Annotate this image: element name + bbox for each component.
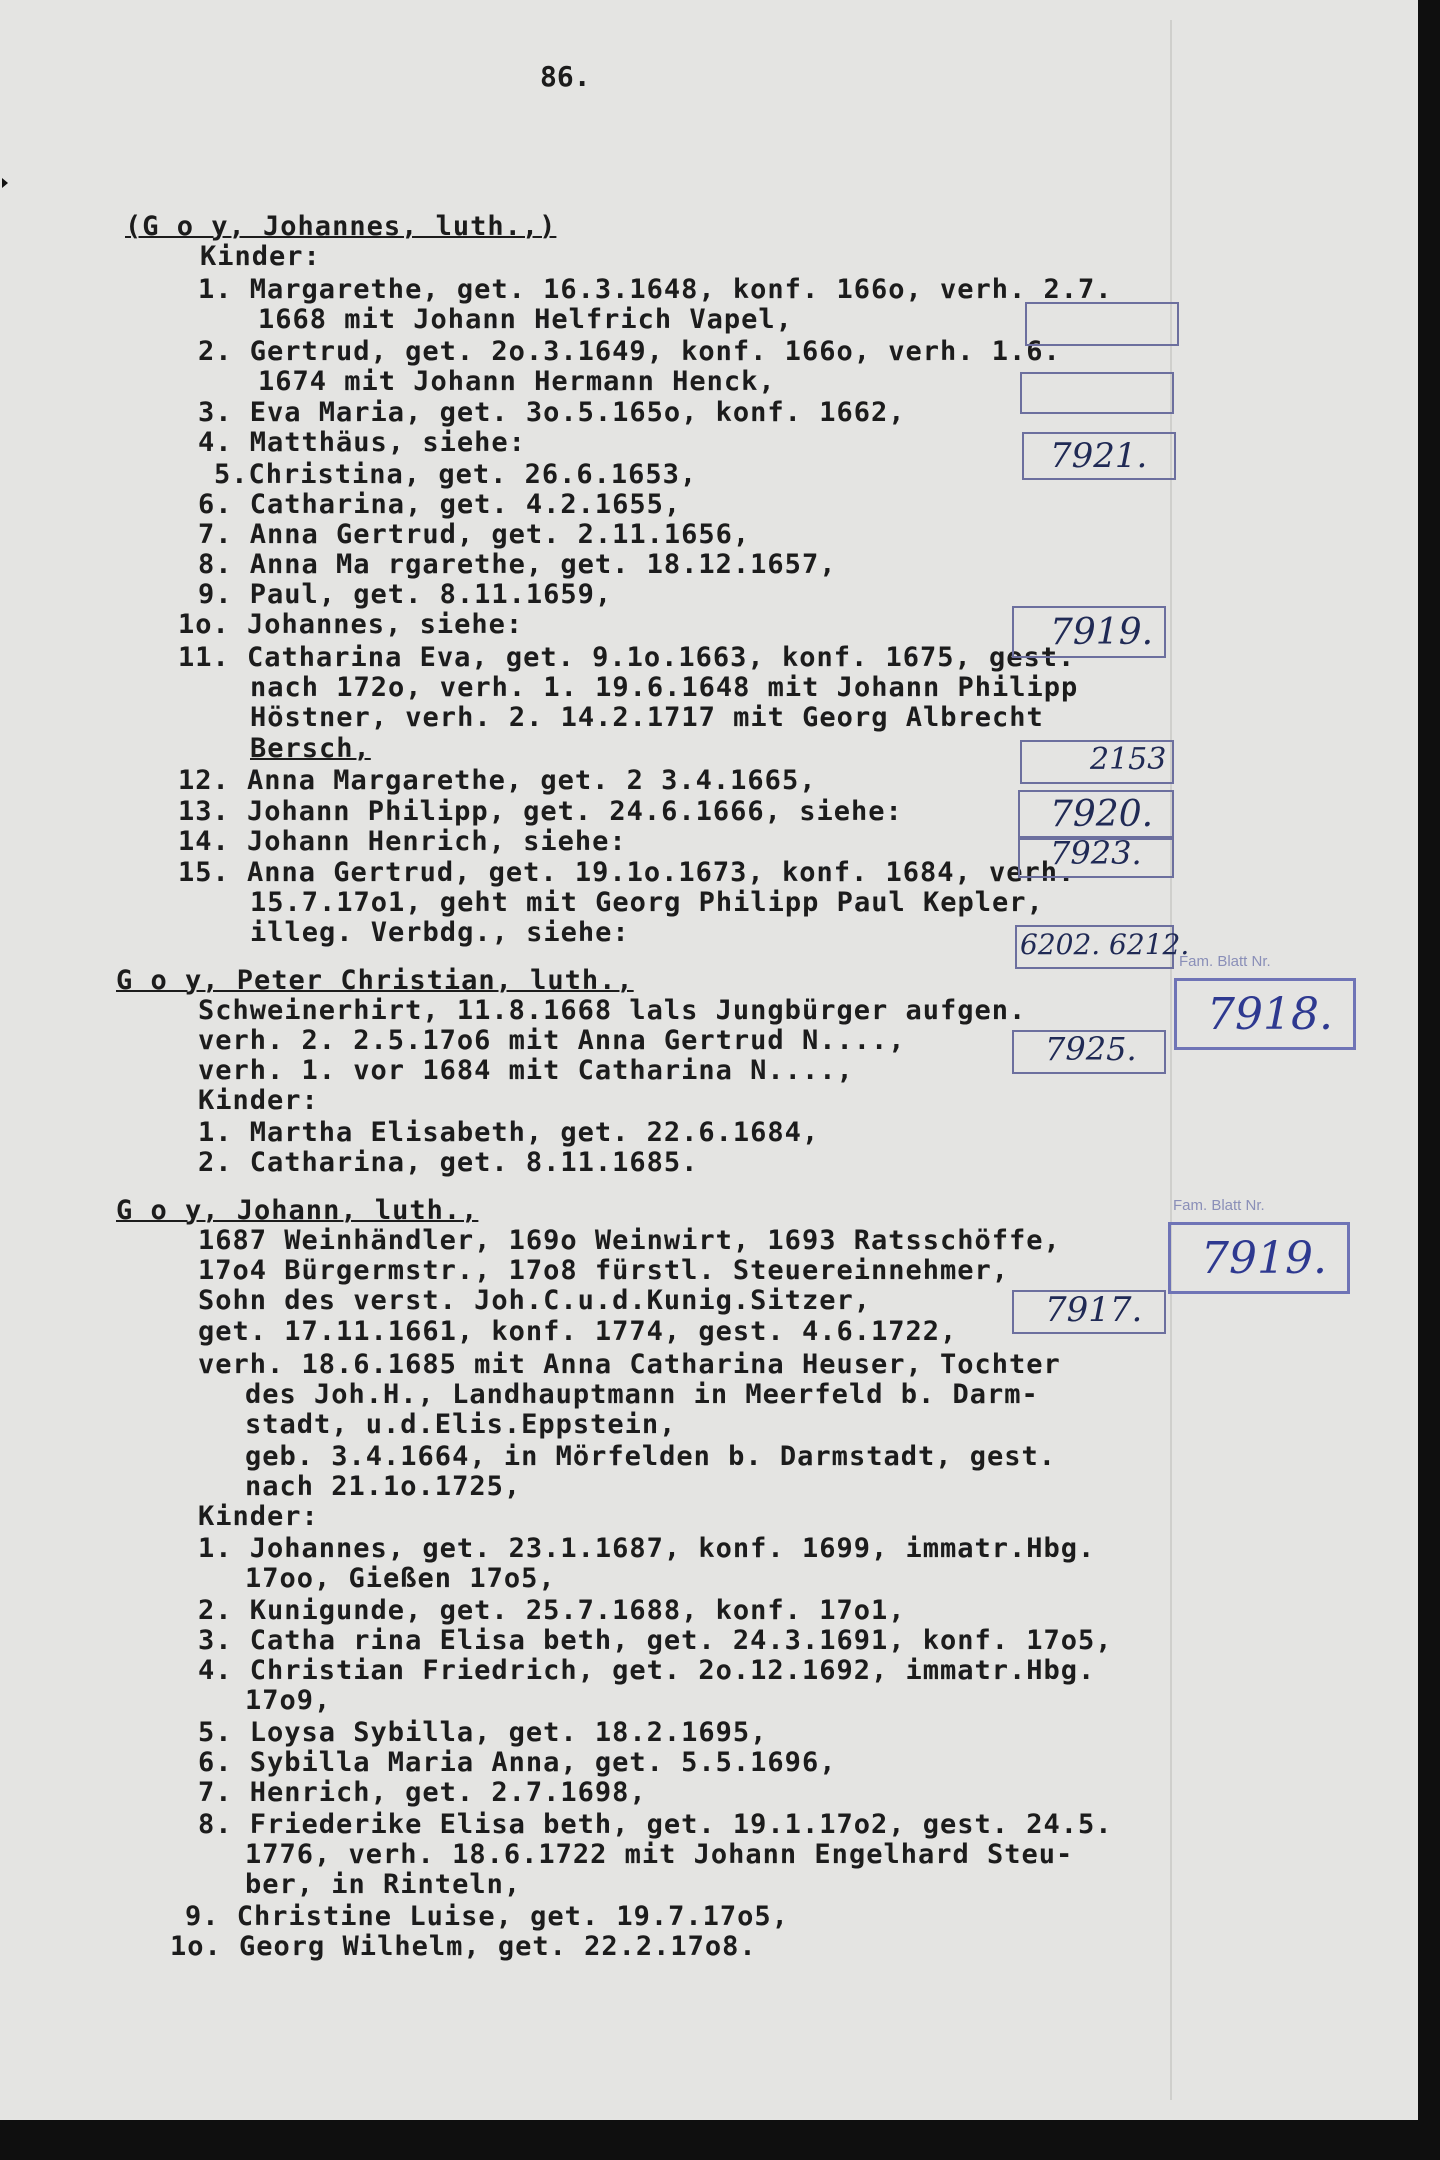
text-line: 17oo, Gießen 17o5, [245, 1563, 556, 1594]
text-line: 1687 Weinhändler, 169o Weinwirt, 1693 Ratsschöffe, [198, 1225, 1061, 1256]
kinder-label: Kinder: [198, 1501, 319, 1532]
text-line: 9. Christine Luise, get. 19.7.17o5, [185, 1901, 789, 1932]
text-line: 17o4 Bürgermstr., 17o8 fürstl. Steuereinnehmer, [198, 1255, 1010, 1286]
text-line: Sohn des verst. Joh.C.u.d.Kunig.Sitzer, [198, 1285, 871, 1316]
text-line: 13. Johann Philipp, get. 24.6.1666, siehe: [178, 796, 903, 827]
text-line: Bersch, [250, 733, 371, 764]
text-line: Schweinerhirt, 11.8.1668 lals Jungbürger aufgen. [198, 995, 1027, 1026]
text-line: 6. Catharina, get. 4.2.1655, [198, 489, 682, 520]
text-line: des Joh.H., Landhauptmann in Meerfeld b. Darm- [245, 1379, 1039, 1410]
entry-heading-peter-christian: G o y, Peter Christian, luth., [116, 965, 634, 996]
text-line: Höstner, verh. 2. 14.2.1717 mit Georg Albrecht [250, 702, 1044, 733]
text-line: 1o. Johannes, siehe: [178, 609, 524, 640]
text-line: 7. Henrich, get. 2.7.1698, [198, 1777, 647, 1808]
text-line: 5.Christina, get. 26.6.1653, [214, 459, 698, 490]
stamp-label: Fam. Blatt Nr. [1173, 1197, 1265, 1214]
reference-box [1020, 372, 1174, 414]
text-line: 9. Paul, get. 8.11.1659, [198, 579, 613, 610]
page-number: 86. [540, 60, 591, 93]
family-sheet-stamp [1174, 953, 1356, 1050]
text-line: verh. 18.6.1685 mit Anna Catharina Heuser, Tochter [198, 1349, 1061, 1380]
stamp-number: 7919. [1201, 1233, 1327, 1284]
text-line: 2. Catharina, get. 8.11.1685. [198, 1147, 699, 1178]
text-line: 2. Gertrud, get. 2o.3.1649, konf. 166o, verh. 1.6. [198, 336, 1061, 367]
text-line: 1674 mit Johann Hermann Henck, [258, 366, 776, 397]
text-line: ber, in Rinteln, [245, 1869, 522, 1900]
entry-heading-johannes: (G o y, Johannes, luth.,) [125, 211, 557, 242]
text-line: 1776, verh. 18.6.1722 mit Johann Engelhard Steu- [245, 1839, 1074, 1870]
text-line: get. 17.11.1661, konf. 1774, gest. 4.6.1722, [198, 1316, 958, 1347]
text-line: nach 172o, verh. 1. 19.6.1648 mit Johann Philipp [250, 672, 1079, 703]
text-line: 2. Kunigunde, get. 25.7.1688, konf. 17o1, [198, 1595, 906, 1626]
entry-heading-johann: G o y, Johann, luth., [116, 1195, 479, 1226]
text-line: 5. Loysa Sybilla, get. 18.2.1695, [198, 1717, 768, 1748]
text-line: 7. Anna Gertrud, get. 2.11.1656, [198, 519, 751, 550]
text-line: 8. Anna Ma rgarethe, get. 18.12.1657, [198, 549, 837, 580]
text-line: geb. 3.4.1664, in Mörfelden b. Darmstadt, gest. [245, 1441, 1057, 1472]
kinder-label: Kinder: [198, 1085, 319, 1116]
text-line: 15. Anna Gertrud, get. 19.1o.1673, konf. 1684, verh. [178, 857, 1076, 888]
handwritten-ref-number: 7921. [1050, 436, 1148, 476]
handwritten-ref-number: 6202. 6212. [1020, 928, 1190, 961]
handwritten-ref-number: 7920. [1050, 794, 1154, 835]
text-line: 3. Eva Maria, get. 3o.5.165o, konf. 1662, [198, 397, 906, 428]
handwritten-ref-number: 2153 [1090, 742, 1167, 777]
text-line: verh. 2. 2.5.17o6 mit Anna Gertrud N...., [198, 1025, 906, 1056]
text-line: 6. Sybilla Maria Anna, get. 5.5.1696, [198, 1747, 837, 1778]
text-line: verh. 1. vor 1684 mit Catharina N...., [198, 1055, 854, 1086]
text-line: 1. Margarethe, get. 16.3.1648, konf. 166o, verh. 2.7. [198, 274, 1113, 305]
text-line: illeg. Verbdg., siehe: [250, 917, 630, 948]
text-line: nach 21.1o.1725, [245, 1471, 522, 1502]
text-line: 14. Johann Henrich, siehe: [178, 826, 627, 857]
text-line: 11. Catharina Eva, get. 9.1o.1663, konf. 1675, gest. [178, 642, 1076, 673]
text-line: 1o. Georg Wilhelm, get. 22.2.17o8. [170, 1931, 757, 1962]
handwritten-ref-number: 7925. [1045, 1030, 1137, 1068]
text-line: 3. Catha rina Elisa beth, get. 24.3.1691, konf. 17o5, [198, 1625, 1113, 1656]
stamp-label: Fam. Blatt Nr. [1179, 953, 1271, 970]
text-line: 4. Christian Friedrich, get. 2o.12.1692, immatr.Hbg. [198, 1655, 1096, 1686]
reference-box [1025, 302, 1179, 346]
handwritten-ref-number: 7917. [1045, 1290, 1143, 1330]
text-line: stadt, u.d.Elis.Eppstein, [245, 1409, 677, 1440]
text-line: 4. Matthäus, siehe: [198, 427, 526, 458]
handwritten-ref-number: 7923. [1050, 834, 1142, 872]
family-sheet-stamp [1168, 1197, 1350, 1294]
text-line: 8. Friederike Elisa beth, get. 19.1.17o2, gest. 24.5. [198, 1809, 1113, 1840]
kinder-label: Kinder: [200, 241, 321, 272]
stamp-number: 7918. [1207, 989, 1333, 1040]
handwritten-ref-number: 7919. [1050, 612, 1154, 653]
text-line: 1668 mit Johann Helfrich Vapel, [258, 304, 793, 335]
text-line: 12. Anna Margarethe, get. 2 3.4.1665, [178, 765, 817, 796]
margin-mark [2, 178, 8, 188]
text-line: 15.7.17o1, geht mit Georg Philipp Paul Kepler, [250, 887, 1044, 918]
text-line: 1. Johannes, get. 23.1.1687, konf. 1699, immatr.Hbg. [198, 1533, 1096, 1564]
text-line: 1. Martha Elisabeth, get. 22.6.1684, [198, 1117, 820, 1148]
text-line: 17o9, [245, 1685, 332, 1716]
